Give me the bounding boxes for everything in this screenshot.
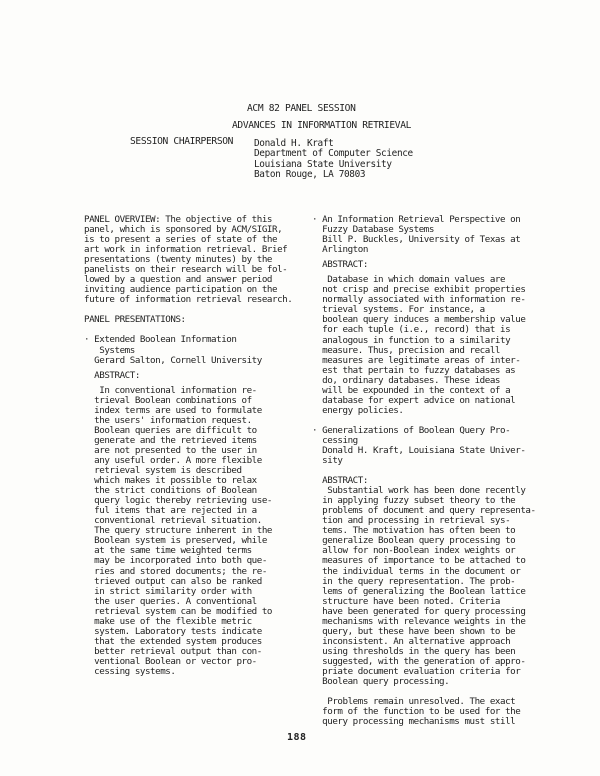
abstract-line: normally associated with information re- (312, 295, 526, 306)
overview-line: presentations (twenty minutes) by the (84, 255, 273, 266)
abstract-line: in applying fuzzy subset theory to the (312, 496, 516, 507)
presentation-title: Fuzzy Database Systems (312, 225, 434, 236)
abstract-line: for each tuple (i.e., record) that is (312, 325, 511, 336)
presentation-author: sity (312, 456, 343, 467)
abstract-line: generate and the retrieved items (84, 435, 257, 446)
chair-university: Louisiana State University (254, 158, 392, 170)
abstract-line: using thresholds in the query has been (312, 646, 516, 657)
abstract-line: make use of the flexible metric (84, 616, 252, 627)
abstract-line: ventional Boolean or vector pro- (84, 656, 257, 667)
abstract-line: in strict similarity order with (84, 586, 252, 597)
abstract-label: ABSTRACT: (312, 260, 368, 271)
abstract-line: priate document evaluation criteria for (312, 666, 521, 677)
abstract-line: Problems remain unresolved. The exact (312, 697, 516, 708)
session-title: ACM 82 PANEL SESSION (247, 103, 356, 114)
abstract-line: form of the function to be used for the (312, 707, 521, 718)
abstract-label: ABSTRACT: (84, 370, 140, 381)
abstract-line: boolean query induces a membership value (312, 315, 526, 326)
abstract-line: generalize Boolean query processing to (312, 536, 516, 547)
abstract-line: may be incorporated into both que- (84, 556, 267, 567)
overview-line: art work in information retrieval. Brief (84, 245, 288, 256)
overview-line: is to present a series of state of the (84, 235, 278, 246)
abstract-line: retrieval system can be modified to (84, 606, 273, 617)
panel-overview (84, 215, 310, 305)
abstract-line: retrieval system is described (84, 466, 242, 477)
abstract-line: problems of document and query representa- (312, 506, 536, 517)
abstract-line: est that pertain to fuzzy databases as (312, 365, 516, 376)
abstract-line: the users' information request. (84, 415, 252, 426)
presentation-kraft (312, 426, 548, 727)
abstract-line: at the same time weighted terms (84, 546, 252, 557)
abstract-line: measures are legitimate areas of inter- (312, 355, 521, 366)
abstract-line: database for expert advice on national (312, 395, 516, 406)
abstract-line: that the extended system produces (84, 636, 262, 647)
abstract-line: index terms are used to formulate (84, 405, 262, 416)
page-number: 188 (287, 732, 307, 743)
overview-line: PANEL OVERVIEW: The objective of this (84, 215, 273, 225)
presentation-author: Donald H. Kraft, Louisiana State Univer- (312, 445, 526, 456)
presentation-title: Systems (84, 345, 135, 356)
abstract-line: cessing systems. (84, 666, 176, 677)
abstract-text (312, 275, 548, 416)
abstract-line: the individual terms in the document or (312, 566, 521, 577)
abstract-line: Boolean queries are difficult to (84, 425, 257, 436)
abstract-line: In conventional information re- (84, 385, 257, 396)
abstract-line: energy policies. (312, 405, 404, 416)
abstract-line: suggested, with the generation of appro- (312, 656, 526, 667)
abstract-line: any useful order. A more flexible (84, 455, 262, 466)
presentation-salton (84, 335, 310, 677)
presentation-title: cessing (312, 435, 358, 446)
presentation-title: · Generalizations of Boolean Query Pro- (312, 425, 511, 436)
presentations-heading: PANEL PRESENTATIONS: (84, 315, 186, 326)
chair-city: Baton Rouge, LA 70803 (254, 169, 366, 181)
left-column (84, 215, 310, 677)
chair-label: SESSION CHAIRPERSON (130, 136, 234, 147)
abstract-line: trieval Boolean combinations of (84, 395, 252, 406)
abstract-line: allow for non-Boolean index weights or (312, 546, 516, 557)
abstract-line: inconsistent. An alternative approach (312, 636, 511, 647)
overview-line: panelists on their research will be fol- (84, 265, 288, 276)
abstract-line: not crisp and precise exhibit properties (312, 285, 526, 296)
abstract-line: the user queries. A conventional (84, 596, 257, 607)
abstract-line: will be expounded in the context of a (312, 385, 511, 396)
presentation-buckles (312, 215, 548, 416)
chair-affiliation (254, 138, 413, 181)
abstract-line: query logic thereby retrieving use- (84, 496, 273, 507)
presentation-title: · An Information Retrieval Perspective on (312, 215, 521, 225)
problems-paragraph (312, 697, 548, 727)
abstract-line: mechanisms with relevance weights in the (312, 616, 526, 627)
abstract-line: structure have been noted. Criteria (312, 596, 501, 607)
abstract-line: Boolean system is preserved, while (84, 536, 267, 547)
abstract-line: trieval systems. For instance, a (312, 305, 485, 316)
abstract-line: trieved output can also be ranked (84, 576, 262, 587)
abstract-line: conventional retrieval situation. (84, 516, 262, 527)
overview-line: panel, which is sponsored by ACM/SIGIR, (84, 225, 283, 236)
abstract-label: ABSTRACT: (312, 476, 368, 487)
abstract-text (312, 486, 548, 687)
panel-title: ADVANCES IN INFORMATION RETRIEVAL (232, 120, 412, 131)
presentation-author: Bill P. Buckles, University of Texas at (312, 235, 521, 246)
presentation-author: Gerard Salton, Cornell University (84, 355, 262, 366)
chair-department: Department of Computer Science (254, 148, 413, 160)
abstract-text (84, 386, 310, 677)
right-column (312, 215, 548, 727)
abstract-line: Boolean query processing. (312, 677, 450, 688)
abstract-line: Substantial work has been done recently (312, 486, 526, 497)
abstract-line: measures of importance to be attached to (312, 556, 526, 567)
chair-name: Donald H. Kraft (254, 138, 334, 149)
abstract-line: which makes it possible to relax (84, 476, 257, 487)
abstract-line: query processing mechanisms must still (312, 717, 516, 728)
abstract-line: tion and processing in retrieval sys- (312, 516, 511, 527)
abstract-line: better retrieval output than con- (84, 646, 262, 657)
overview-line: future of information retrieval research. (84, 295, 293, 306)
abstract-line: ful items that are rejected in a (84, 506, 257, 517)
presentation-title: · Extended Boolean Information (84, 335, 237, 346)
abstract-line: have been generated for query processing (312, 606, 526, 617)
abstract-line: in the query representation. The prob- (312, 576, 516, 587)
abstract-line: analogous in function to a similarity (312, 335, 511, 346)
abstract-line: measure. Thus, precision and recall (312, 345, 501, 356)
abstract-line: lems of generalizing the Boolean lattice (312, 586, 526, 597)
abstract-line: the strict conditions of Boolean (84, 486, 257, 497)
presentation-author: Arlington (312, 245, 368, 256)
abstract-line: The query structure inherent in the (84, 526, 273, 537)
overview-line: inviting audience participation on the (84, 285, 278, 296)
abstract-line: tems. The motivation has often been to (312, 526, 516, 537)
abstract-line: ries and stored documents; the re- (84, 566, 267, 577)
overview-line: lowed by a question and answer period (84, 275, 273, 286)
abstract-line: query, but these have been shown to be (312, 626, 516, 637)
abstract-line: Database in which domain values are (312, 275, 506, 286)
abstract-line: do, ordinary databases. These ideas (312, 375, 501, 386)
abstract-line: are not presented to the user in (84, 445, 257, 456)
abstract-line: system. Laboratory tests indicate (84, 626, 262, 637)
